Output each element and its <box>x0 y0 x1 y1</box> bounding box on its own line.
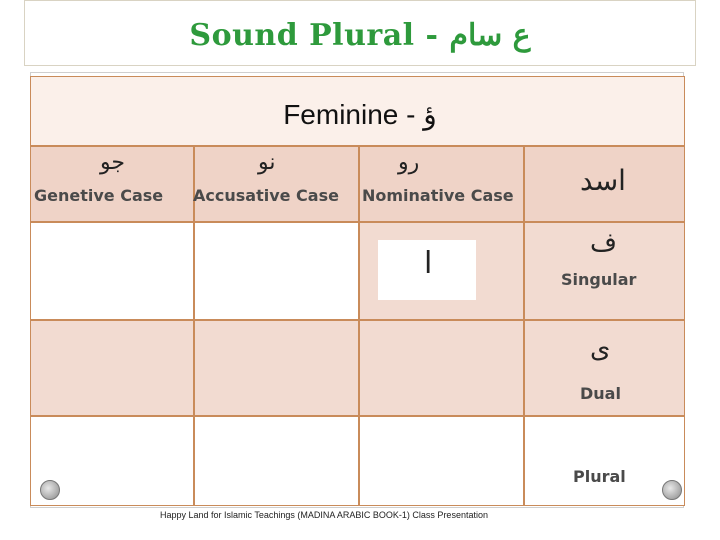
accusative-label: Accusative Case <box>193 186 339 205</box>
singular-genetive-cell <box>30 222 194 320</box>
singular-arabic: ف <box>590 228 617 258</box>
genetive-arabic: جو <box>100 150 125 175</box>
singular-label: Singular <box>561 270 637 289</box>
dual-label: Dual <box>580 384 621 403</box>
header-cell-nominative <box>359 146 524 222</box>
header-cell-accusative <box>194 146 359 222</box>
knob-left-icon <box>40 480 60 500</box>
dual-nominative-cell <box>359 320 524 416</box>
side-head-arabic: اسد <box>580 164 626 197</box>
plural-nominative-cell <box>359 416 524 506</box>
plural-side-cell <box>524 416 685 506</box>
plural-label: Plural <box>573 467 626 486</box>
nominative-arabic: رو <box>398 150 420 175</box>
knob-right-icon <box>662 480 682 500</box>
dual-genetive-cell <box>30 320 194 416</box>
nominative-label: Nominative Case <box>362 186 514 205</box>
genetive-label: Genetive Case <box>34 186 164 205</box>
footer-credit: Happy Land for Islamic Teachings (MADINA ARABIC BOOK-1) Class Presentation <box>160 510 488 520</box>
dual-arabic: ى <box>590 334 611 364</box>
singular-nominative-arabic: ا <box>424 246 433 281</box>
feminine-label: Feminine - ؤ <box>283 99 437 130</box>
singular-accusative-cell <box>194 222 359 320</box>
accusative-arabic: نو <box>258 150 276 175</box>
plural-accusative-cell <box>194 416 359 506</box>
dual-accusative-cell <box>194 320 359 416</box>
slide-title: Sound Plural - ع سام <box>189 18 531 53</box>
